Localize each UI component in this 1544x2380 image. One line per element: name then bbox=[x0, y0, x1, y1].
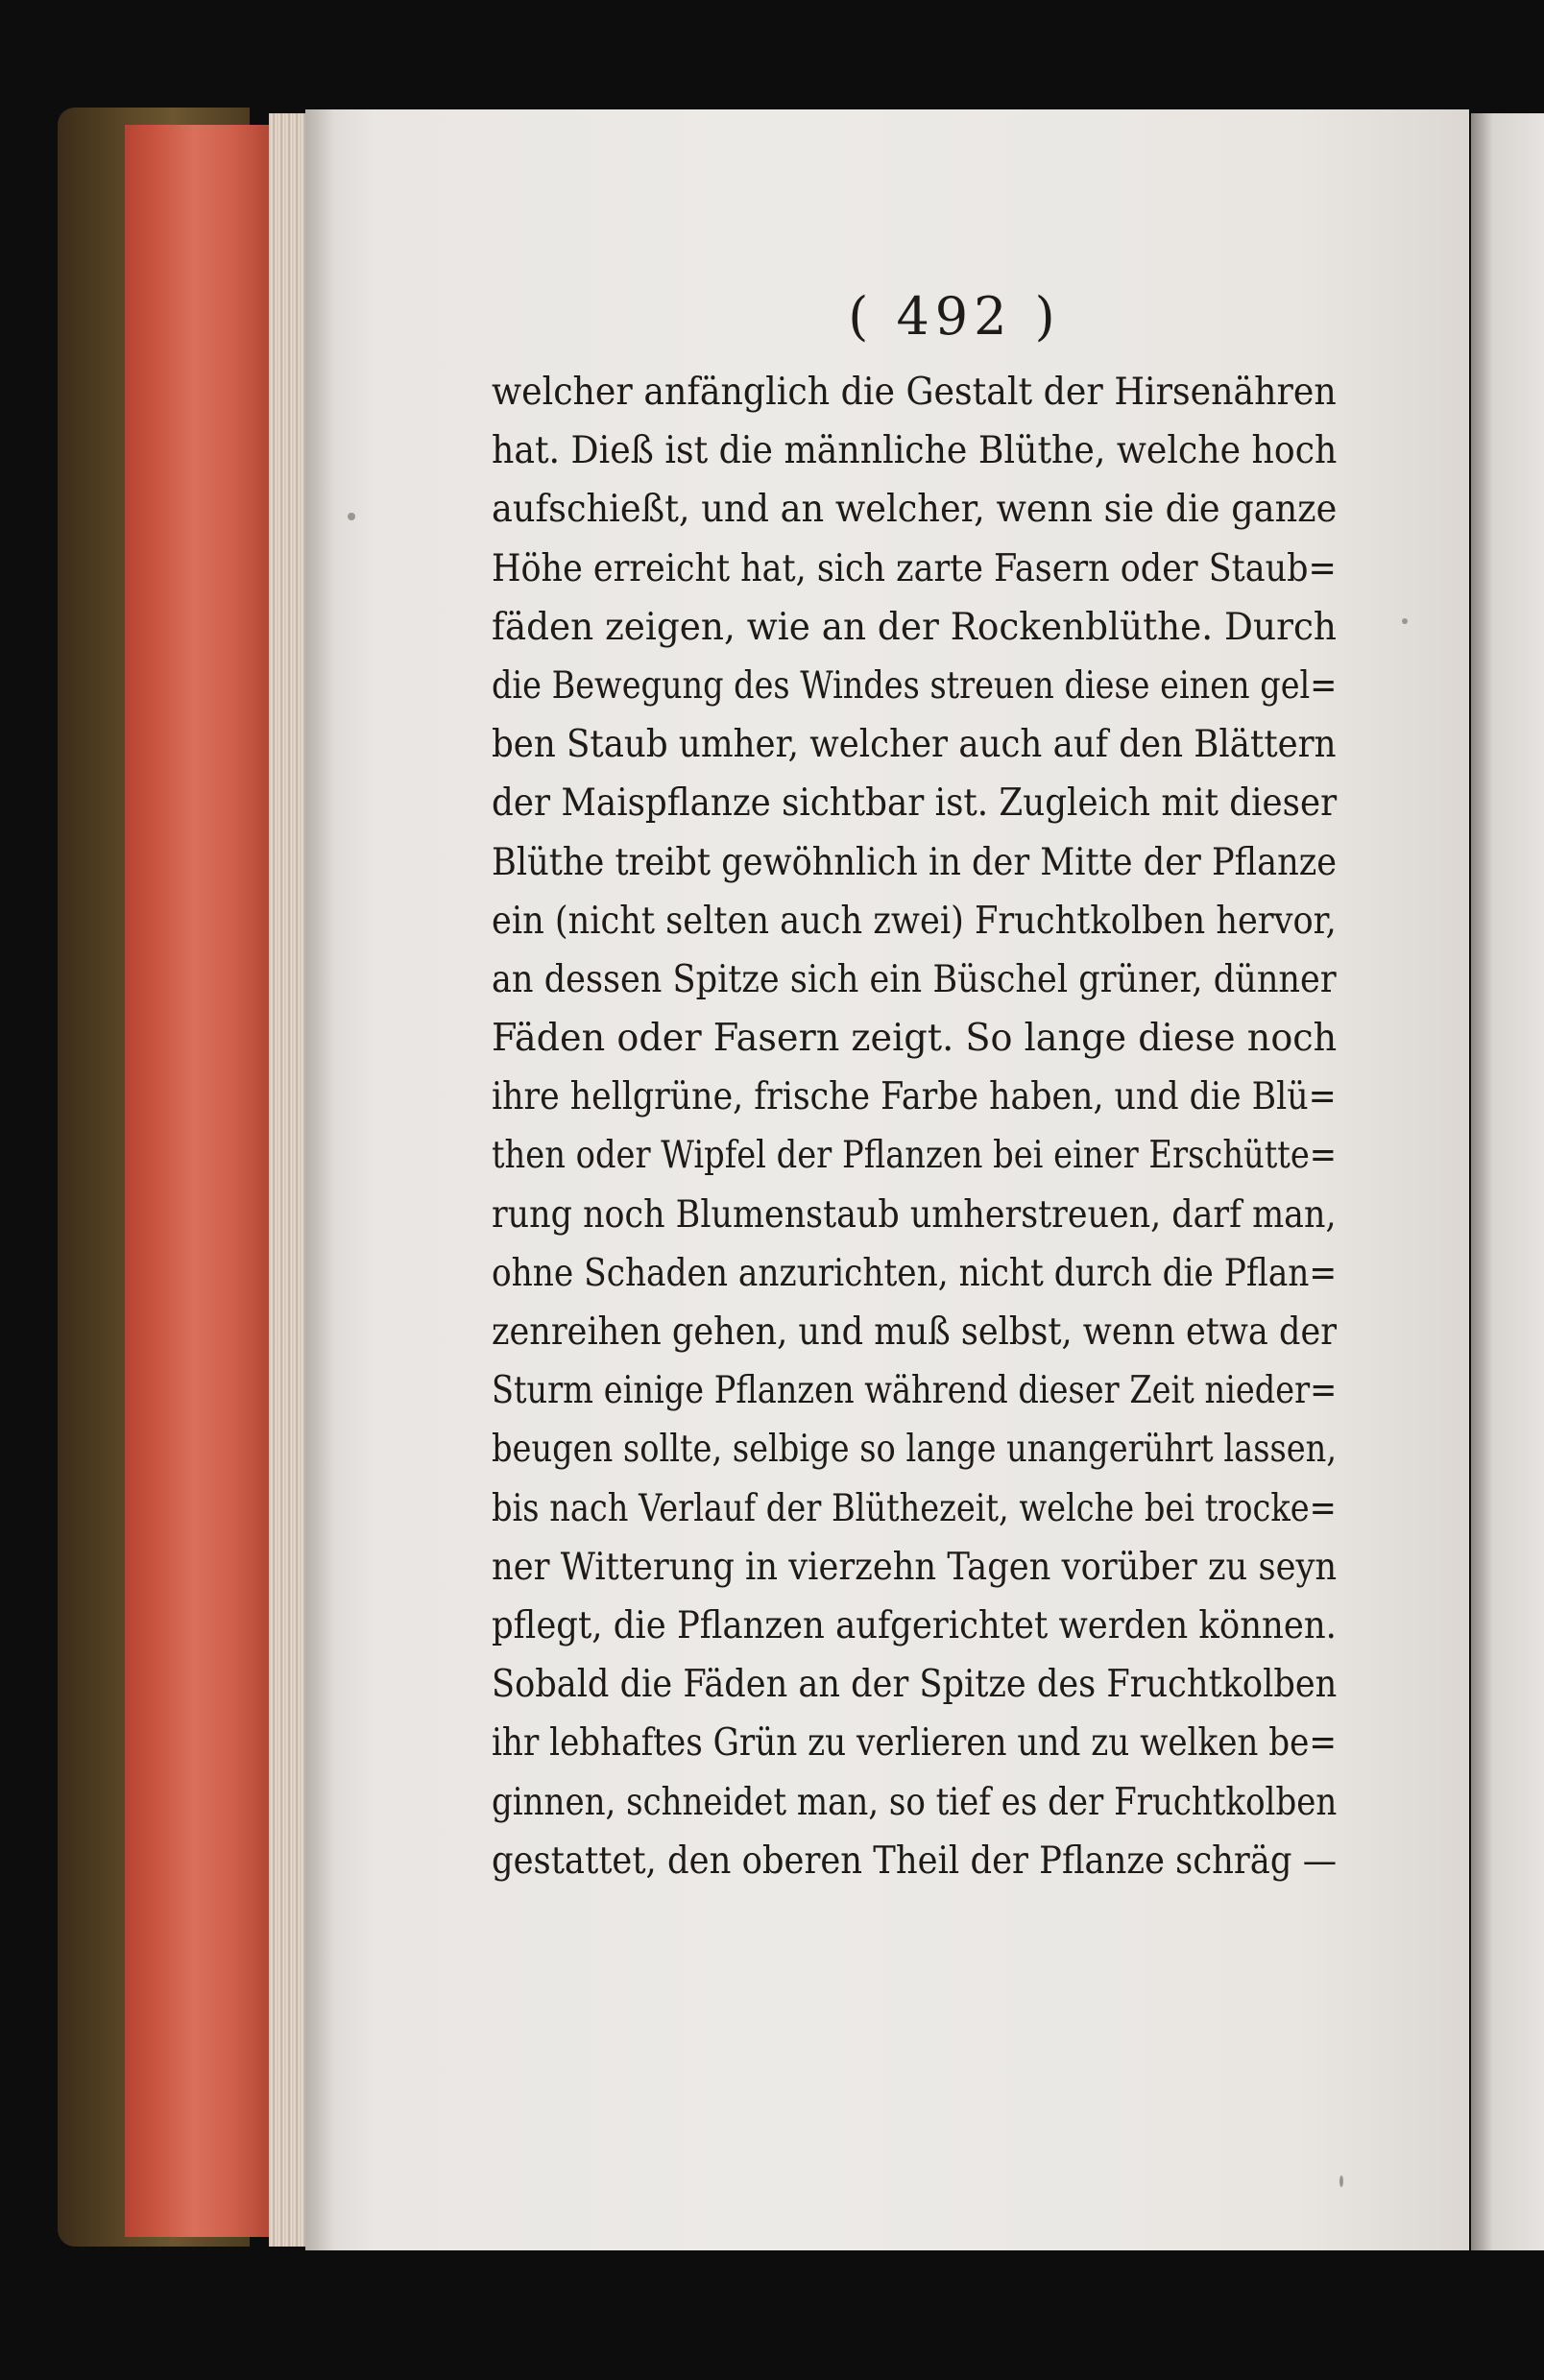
text-line: zenreihen gehen, und muß selbst, wenn etwa der bbox=[492, 1310, 1338, 1354]
text-line: ihr lebhaftes Grün zu verlieren und zu welken be= bbox=[492, 1720, 1338, 1766]
body-text bbox=[492, 363, 1356, 1890]
text-line: then oder Wipfel der Pflanzen bei einer Erschütte= bbox=[492, 1133, 1338, 1178]
paper-speck bbox=[348, 513, 355, 520]
text-line: fäden zeigen, wie an der Rockenblüthe. Durch bbox=[492, 604, 1337, 649]
text-line: ihre hellgrüne, frische Farbe haben, und die Blü= bbox=[492, 1074, 1337, 1119]
paper-speck bbox=[1402, 618, 1408, 624]
text-line: Höhe erreicht hat, sich zarte Fasern oder Staub= bbox=[492, 545, 1337, 590]
paper-speck bbox=[1339, 2176, 1343, 2187]
text-line: ner Witterung in vierzehn Tagen vorüber zu seyn bbox=[492, 1544, 1338, 1589]
text-line: Blüthe treibt gewöhnlich in der Mitte der Pflanze bbox=[492, 839, 1338, 884]
red-page-edges bbox=[125, 125, 278, 2237]
text-line: Fäden oder Fasern zeigt. So lange diese noch bbox=[492, 1016, 1338, 1061]
text-line: der Maispflanze sichtbar ist. Zugleich mit dieser bbox=[492, 781, 1338, 826]
text-line: gestattet, den oberen Theil der Pflanze schräg — bbox=[492, 1838, 1338, 1883]
text-line: Sobald die Fäden an der Spitze des Fruchtkolben bbox=[492, 1662, 1338, 1707]
text-line: beugen sollte, selbige so lange unangerührt lassen, bbox=[492, 1427, 1338, 1472]
text-line: an dessen Spitze sich ein Büschel grüner, dünner bbox=[492, 956, 1337, 1001]
text-line: ein (nicht selten auch zwei) Fruchtkolben hervor, bbox=[492, 898, 1337, 943]
text-line: ohne Schaden anzurichten, nicht durch die Pflan= bbox=[492, 1250, 1338, 1295]
text-line: ginnen, schneidet man, so tief es der Fruchtkolben bbox=[492, 1779, 1338, 1824]
text-line: bis nach Verlauf der Blüthezeit, welche bei trocke= bbox=[492, 1485, 1337, 1530]
text-line: pflegt, die Pflanzen aufgerichtet werden können. bbox=[492, 1602, 1337, 1647]
text-line: ben Staub umher, welcher auch auf den Blättern bbox=[492, 722, 1337, 767]
text-line: die Bewegung des Windes streuen diese einen gel= bbox=[492, 662, 1338, 708]
page-number: ( 492 ) bbox=[848, 286, 1061, 347]
text-line: welcher anfänglich die Gestalt der Hirsenähren bbox=[492, 370, 1337, 414]
text-line: Sturm einige Pflanzen während dieser Zeit nieder= bbox=[492, 1368, 1338, 1413]
text-line: rung noch Blumenstaub umherstreuen, darf man, bbox=[492, 1191, 1337, 1237]
text-line: hat. Dieß ist die männliche Blüthe, welche hoch bbox=[492, 428, 1338, 473]
facing-page-edge bbox=[1471, 113, 1544, 2250]
page-gutter-shadow bbox=[305, 109, 334, 2250]
text-line: aufschießt, und an welcher, wenn sie die ganze bbox=[492, 487, 1338, 532]
